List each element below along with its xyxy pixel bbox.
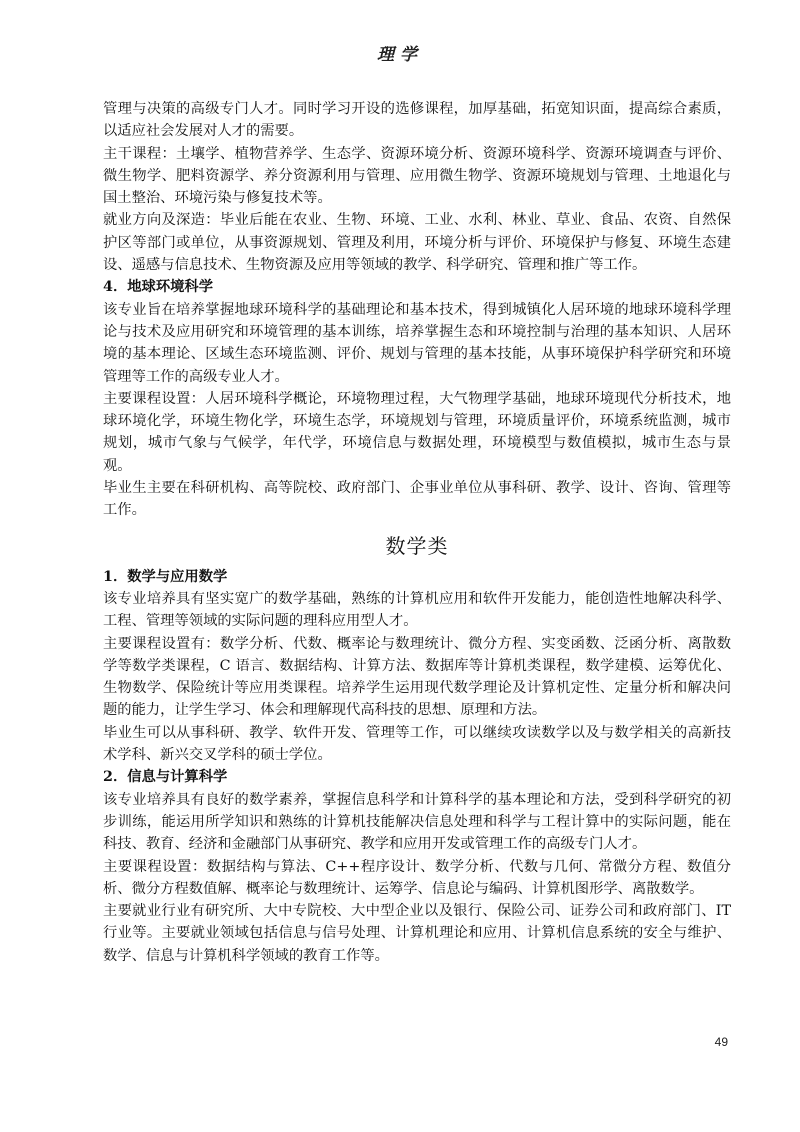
page-header-title: 理学 — [377, 45, 423, 65]
section-heading-info-computing: 2．信息与计算科学 — [103, 769, 228, 786]
paragraph: 毕业生主要在科研机构、高等院校、政府部门、企事业单位从事科研、教学、设计、咨询、管理等工作。 — [103, 480, 731, 519]
paragraph: 该专业培养具有良好的数学素养，掌握信息科学和计算科学的基本理论和方法，受到科学研究的初步训练，能运用所学知识和熟练的计算机技能解决信息处理和科学与工程计算中的实际问题，能在科技、教育、经济和金融部门从事研究、教学和应用开发或管理工作的高级专门人才。 — [103, 791, 731, 853]
paragraph: 该专业旨在培养掌握地球环境科学的基础理论和基本技术，得到城镇化人居环境的地球环境科学理论与技术及应用研究和环境管理的基本训练，培养掌握生态和环境控制与治理的基本知识、人居环境的基本理论、区域生态环境监测、评价、规划与管理的基本技能，从事环境保护科学研究和环境管理等工作的高级专业人才。 — [103, 301, 731, 385]
paragraph: 主要课程设置有：数学分析、代数、概率论与数理统计、微分方程、实变函数、泛函分析、离散数学等数学类课程，C 语言、数据结构、计算方法、数据库等计算机类课程，数学建模、运筹优化、生物数学、保险统计等应用类课程。培养学生运用现代数学理论及计算机定性、定量分析和解决问题的能力，让学生学习、体会和理解现代高科技的思想、原理和方法。 — [103, 635, 731, 719]
paragraph: 主要课程设置：数据结构与算法、C++程序设计、数学分析、代数与几何、常微分方程、数值分析、微分方程数值解、概率论与数理统计、运筹学、信息论与编码、计算机图形学、离散数学。 — [103, 858, 731, 897]
paragraph: 主要课程设置：人居环境科学概论，环境物理过程，大气物理学基础，地球环境现代分析技术，地球环境化学，环境生物化学，环境生态学，环境规划与管理，环境质量评价，环境系统监测，城市规划，城市气象与气候学，年代学，环境信息与数据处理，环境模型与数值模拟，城市生态与景观。 — [103, 390, 731, 474]
paragraph: 毕业生可以从事科研、教学、软件开发、管理等工作，可以继续攻读数学以及与数学相关的高新技术学科、新兴交叉学科的硕士学位。 — [103, 724, 731, 764]
page-number: 49 — [714, 1035, 728, 1049]
paragraph: 管理与决策的高级专门人才。同时学习开设的选修课程，加厚基础，拓宽知识面，提高综合素质，以适应社会发展对人才的需要。 — [103, 101, 731, 140]
paragraph: 该专业培养具有坚实宽广的数学基础，熟练的计算机应用和软件开发能力，能创造性地解决科学、工程、管理等领域的实际问题的理科应用型人才。 — [103, 590, 731, 630]
paragraph: 主要就业行业有研究所、大中专院校、大中型企业以及银行、保险公司、证券公司和政府部门、IT 行业等。主要就业领域包括信息与信号处理、计算机理论和应用、计算机信息系统的安全与维护、数学、信息与计算机科学领域的教育工作等。 — [103, 903, 731, 964]
section-heading-math-applied: 1．数学与应用数学 — [103, 568, 228, 585]
category-title-math: 数学类 — [385, 533, 449, 558]
page-content — [103, 98, 731, 967]
paragraph: 主干课程：土壤学、植物营养学、生态学、资源环境分析、资源环境科学、资源环境调查与评价、微生物学、肥料资源学、养分资源利用与管理、应用微生物学、资源环境规划与管理、土地退化与国土整治、环境污染与修复技术等。 — [103, 145, 731, 207]
paragraph: 就业方向及深造：毕业后能在农业、生物、环境、工业、水利、林业、草业、食品、农资、自然保护区等部门或单位，从事资源规划、管理及利用，环境分析与评价、环境保护与修复、环境生态建设、遥感与信息技术、生物资源及应用等领域的教学、科学研究、管理和推广等工作。 — [103, 212, 731, 274]
section-heading-earth-env: 4．地球环境科学 — [103, 279, 214, 296]
